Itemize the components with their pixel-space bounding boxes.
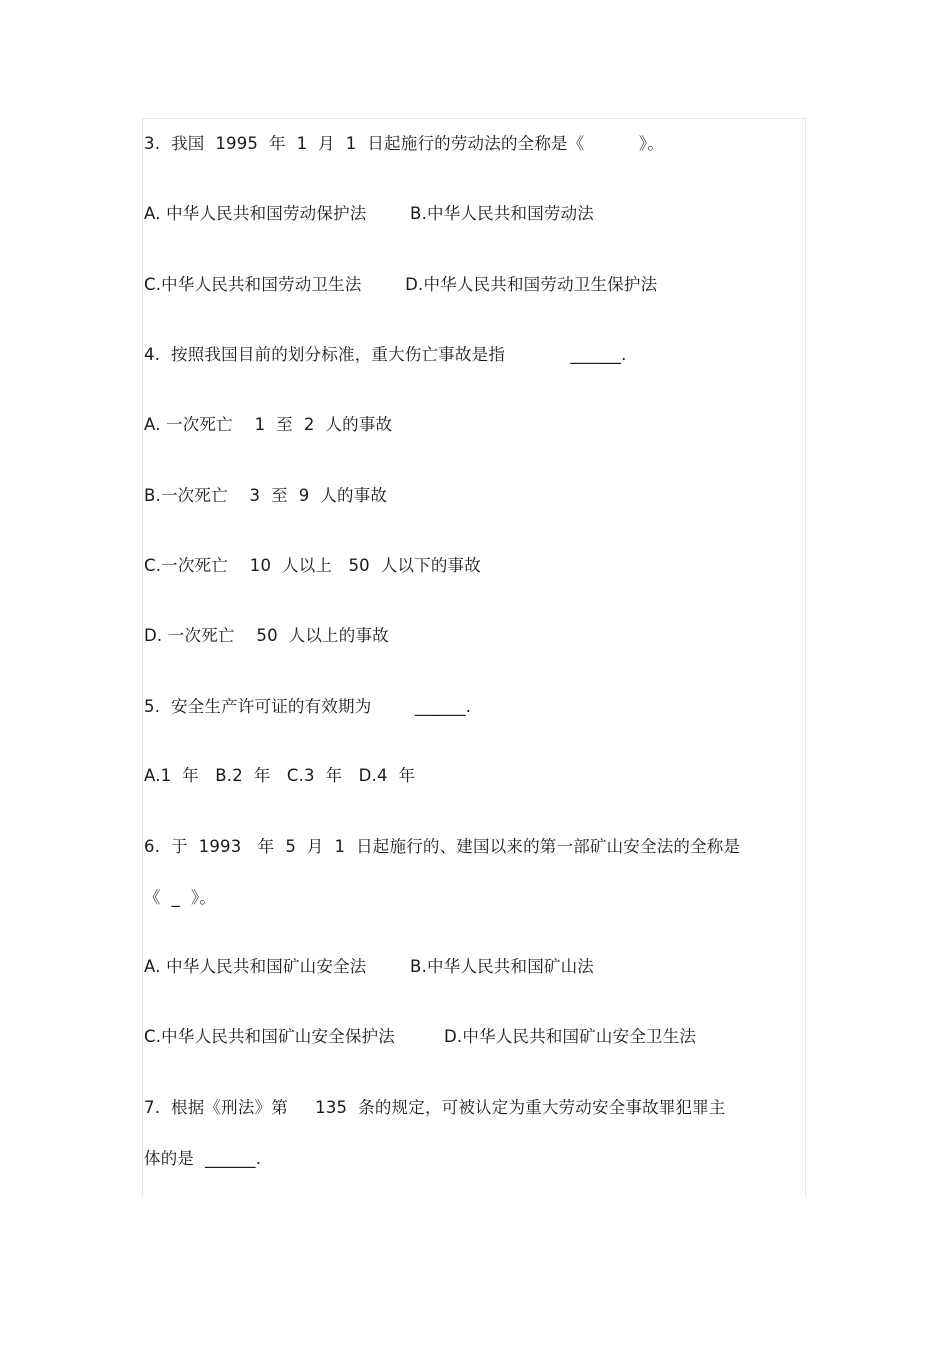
question-6-options-ab: A. 中华人民共和国矿山安全法 B.中华人民共和国矿山法 bbox=[144, 957, 595, 976]
question-3-options-ab: A. 中华人民共和国劳动保护法 B.中华人民共和国劳动法 bbox=[144, 204, 595, 223]
question-7-stem-cont: 体的是 ______. bbox=[144, 1149, 262, 1168]
question-6-stem: 6. 于 1993 年 5 月 1 日起施行的、建国以来的第一部矿山安全法的全称是 bbox=[144, 837, 741, 856]
question-6-options-cd: C.中华人民共和国矿山安全保护法 D.中华人民共和国矿山安全卫生法 bbox=[144, 1027, 697, 1046]
question-4-option-d: D. 一次死亡 50 人以上的事故 bbox=[144, 626, 389, 645]
question-4-stem: 4. 按照我国目前的划分标准，重大伤亡事故是指 ______. bbox=[144, 345, 627, 364]
question-6-stem-cont: 《 _ 》。 bbox=[144, 888, 217, 907]
question-5-stem: 5. 安全生产许可证的有效期为 ______. bbox=[144, 697, 472, 716]
question-7-stem: 7. 根据《刑法》第 135 条的规定，可被认定为重大劳动安全事故罪犯罪主 bbox=[144, 1098, 726, 1117]
question-4-option-c: C.一次死亡 10 人以上 50 人以下的事故 bbox=[144, 556, 481, 575]
question-4-option-b: B.一次死亡 3 至 9 人的事故 bbox=[144, 486, 388, 505]
question-5-options: A.1 年 B.2 年 C.3 年 D.4 年 bbox=[144, 766, 416, 785]
question-3-stem: 3. 我国 1995 年 1 月 1 日起施行的劳动法的全称是《 》。 bbox=[144, 134, 665, 153]
question-3-options-cd: C.中华人民共和国劳动卫生法 D.中华人民共和国劳动卫生保护法 bbox=[144, 275, 658, 294]
question-4-option-a: A. 一次死亡 1 至 2 人的事故 bbox=[144, 415, 393, 434]
